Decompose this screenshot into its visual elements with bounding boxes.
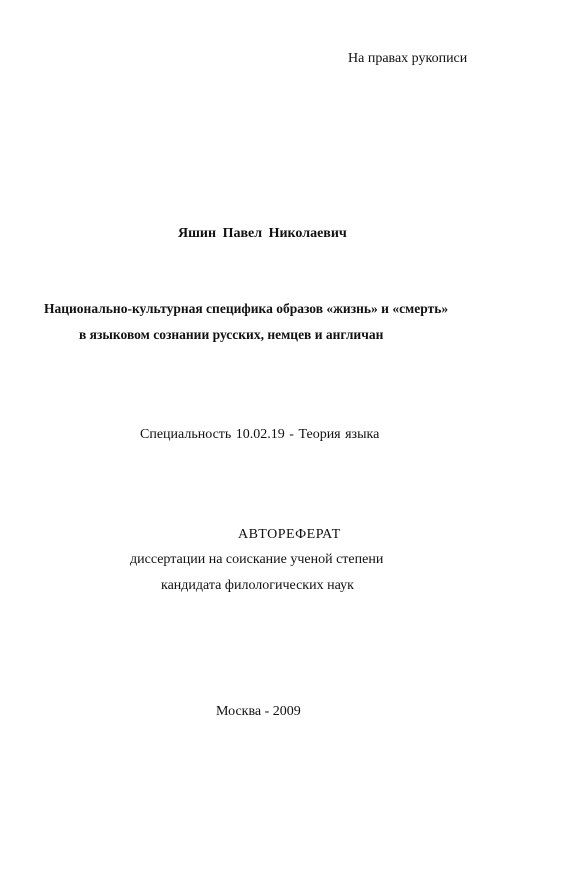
specialty: Специальность 10.02.19 - Теория языка — [140, 427, 380, 442]
document-genre: АВТОРЕФЕРАТ — [238, 527, 341, 542]
document-purpose: диссертации на соискание ученой степени — [130, 552, 384, 567]
academic-degree: кандидата филологических наук — [161, 578, 354, 593]
title-line-1: Национально-культурная специфика образов «жизнь» и «смерть» — [44, 301, 449, 316]
city-year: Москва - 2009 — [216, 704, 301, 719]
author-name: Яшин Павел Николаевич — [178, 226, 347, 241]
rights-note: На правах рукописи — [348, 51, 468, 66]
title-line-2: в языковом сознании русских, немцев и англичан — [79, 327, 384, 342]
